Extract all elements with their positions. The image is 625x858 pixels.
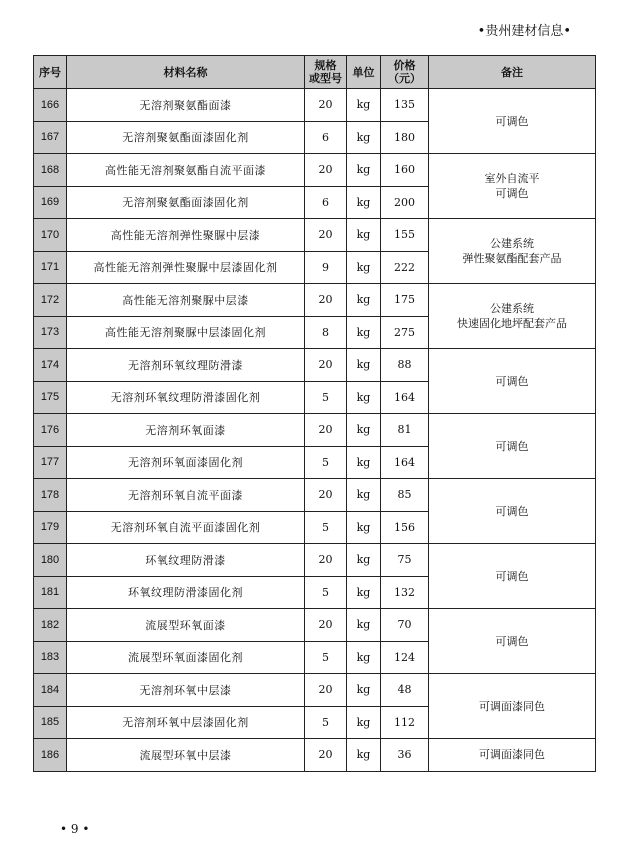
row-seq: 186 [34,739,67,772]
table-row [34,739,596,772]
row-unit: kg [347,186,381,219]
note-line1: 可调色 [495,634,529,648]
row-spec: 20 [305,89,347,122]
row-seq: 182 [34,609,67,642]
row-unit: kg [347,706,381,739]
row-material-name: 无溶剂环氧中层漆 [67,674,305,707]
row-unit: kg [347,219,381,252]
row-price: 155 [381,219,429,252]
note-line1: 可调面漆同色 [479,748,545,762]
row-unit: kg [347,414,381,447]
row-material-name: 无溶剂聚氨酯面漆 [67,89,305,122]
row-material-name: 高性能无溶剂聚脲中层漆 [67,284,305,317]
row-unit: kg [347,154,381,187]
row-unit: kg [347,251,381,284]
row-spec: 5 [305,511,347,544]
note-line1: 可调色 [495,569,529,583]
row-spec: 20 [305,609,347,642]
row-material-name: 高性能无溶剂聚脲中层漆固化剂 [67,316,305,349]
row-spec: 20 [305,219,347,252]
row-price: 135 [381,89,429,122]
row-note [429,89,596,154]
col-header-price-line2: （元） [388,72,421,85]
row-note [429,609,596,674]
note-line1: 公建系统 [490,302,534,315]
row-note [429,284,596,349]
row-unit: kg [347,89,381,122]
row-seq: 178 [34,479,67,512]
table-row [34,219,596,252]
row-seq: 173 [34,316,67,349]
row-seq: 184 [34,674,67,707]
row-material-name: 无溶剂环氧自流平面漆固化剂 [67,511,305,544]
note-line2: 快速固化地坪配套产品 [457,317,567,330]
row-spec: 5 [305,446,347,479]
row-material-name: 无溶剂环氧面漆固化剂 [67,446,305,479]
row-material-name: 高性能无溶剂弹性聚脲中层漆 [67,219,305,252]
table-row [34,89,596,122]
row-spec: 5 [305,706,347,739]
row-seq: 174 [34,349,67,382]
page-number: • 9 • [60,822,90,836]
row-note [429,154,596,219]
row-price: 164 [381,446,429,479]
row-material-name: 无溶剂环氧纹理防滑漆 [67,349,305,382]
row-seq: 179 [34,511,67,544]
row-note [429,739,596,772]
table-row [34,349,596,382]
col-header-name: 材料名称 [67,56,305,89]
row-seq: 171 [34,251,67,284]
table-header-row [34,56,596,89]
row-price: 164 [381,381,429,414]
row-spec: 20 [305,349,347,382]
table-row [34,479,596,512]
row-price: 132 [381,576,429,609]
row-material-name: 无溶剂环氧面漆 [67,414,305,447]
row-spec: 20 [305,479,347,512]
row-material-name: 无溶剂聚氨酯面漆固化剂 [67,186,305,219]
row-price: 70 [381,609,429,642]
row-spec: 5 [305,381,347,414]
row-unit: kg [347,641,381,674]
row-material-name: 高性能无溶剂聚氨酯自流平面漆 [67,154,305,187]
row-spec: 6 [305,186,347,219]
row-seq: 169 [34,186,67,219]
row-spec: 20 [305,674,347,707]
row-unit: kg [347,284,381,317]
row-unit: kg [347,674,381,707]
row-unit: kg [347,381,381,414]
row-unit: kg [347,121,381,154]
note-line2: 弹性聚氨酯配套产品 [462,252,562,265]
col-header-unit: 单位 [347,56,381,89]
row-seq: 167 [34,121,67,154]
row-price: 200 [381,186,429,219]
row-unit: kg [347,576,381,609]
row-seq: 168 [34,154,67,187]
row-seq: 181 [34,576,67,609]
row-unit: kg [347,349,381,382]
row-price: 112 [381,706,429,739]
row-seq: 177 [34,446,67,479]
row-material-name: 无溶剂环氧自流平面漆 [67,479,305,512]
row-note [429,479,596,544]
row-spec: 20 [305,739,347,772]
row-seq: 175 [34,381,67,414]
row-unit: kg [347,511,381,544]
row-spec: 20 [305,284,347,317]
row-spec: 5 [305,641,347,674]
row-price: 88 [381,349,429,382]
row-seq: 166 [34,89,67,122]
row-material-name: 高性能无溶剂弹性聚脲中层漆固化剂 [67,251,305,284]
row-material-name: 流展型环氧中层漆 [67,739,305,772]
row-seq: 170 [34,219,67,252]
row-spec: 8 [305,316,347,349]
col-header-note: 备注 [429,56,596,89]
table-row [34,609,596,642]
row-material-name: 无溶剂聚氨酯面漆固化剂 [67,121,305,154]
note-line1: 可调面漆同色 [479,699,545,713]
row-price: 124 [381,641,429,674]
row-note [429,219,596,284]
row-unit: kg [347,316,381,349]
note-line1: 公建系统 [490,237,534,250]
row-note [429,414,596,479]
note-line1: 可调色 [495,504,529,518]
row-material-name: 流展型环氧面漆固化剂 [67,641,305,674]
row-spec: 5 [305,576,347,609]
row-spec: 6 [305,121,347,154]
row-material-name: 环氧纹理防滑漆 [67,544,305,577]
col-header-price-line1: 价格 [393,59,416,72]
table-row [34,154,596,187]
col-header-spec-line1: 规格 [314,59,337,72]
row-price: 275 [381,316,429,349]
table-row [34,414,596,447]
note-line1: 可调色 [495,374,529,388]
note-line2: 可调色 [495,187,529,200]
row-price: 36 [381,739,429,772]
note-line1: 可调色 [495,114,529,128]
row-price: 175 [381,284,429,317]
table-row [34,674,596,707]
page-header-title: •贵州建材信息• [477,24,571,39]
row-price: 180 [381,121,429,154]
note-line1: 室外自流平 [484,172,540,185]
row-unit: kg [347,544,381,577]
row-seq: 183 [34,641,67,674]
row-price: 85 [381,479,429,512]
note-line1: 可调色 [495,439,529,453]
row-seq: 172 [34,284,67,317]
row-material-name: 无溶剂环氧中层漆固化剂 [67,706,305,739]
row-spec: 20 [305,154,347,187]
row-price: 160 [381,154,429,187]
col-header-seq: 序号 [34,56,67,89]
row-price: 222 [381,251,429,284]
row-material-name: 环氧纹理防滑漆固化剂 [67,576,305,609]
row-unit: kg [347,609,381,642]
row-price: 156 [381,511,429,544]
row-price: 48 [381,674,429,707]
row-material-name: 无溶剂环氧纹理防滑漆固化剂 [67,381,305,414]
row-material-name: 流展型环氧面漆 [67,609,305,642]
table-row [34,544,596,577]
table-row [34,284,596,317]
col-header-spec-line2: 或型号 [309,72,342,85]
row-unit: kg [347,446,381,479]
col-header-spec [305,56,347,89]
row-seq: 176 [34,414,67,447]
material-price-table [33,55,596,772]
row-spec: 20 [305,414,347,447]
row-note [429,349,596,414]
row-price: 75 [381,544,429,577]
row-seq: 185 [34,706,67,739]
row-unit: kg [347,739,381,772]
row-spec: 20 [305,544,347,577]
row-unit: kg [347,479,381,512]
row-price: 81 [381,414,429,447]
col-header-price [381,56,429,89]
row-note [429,674,596,739]
row-note [429,544,596,609]
row-seq: 180 [34,544,67,577]
row-spec: 9 [305,251,347,284]
